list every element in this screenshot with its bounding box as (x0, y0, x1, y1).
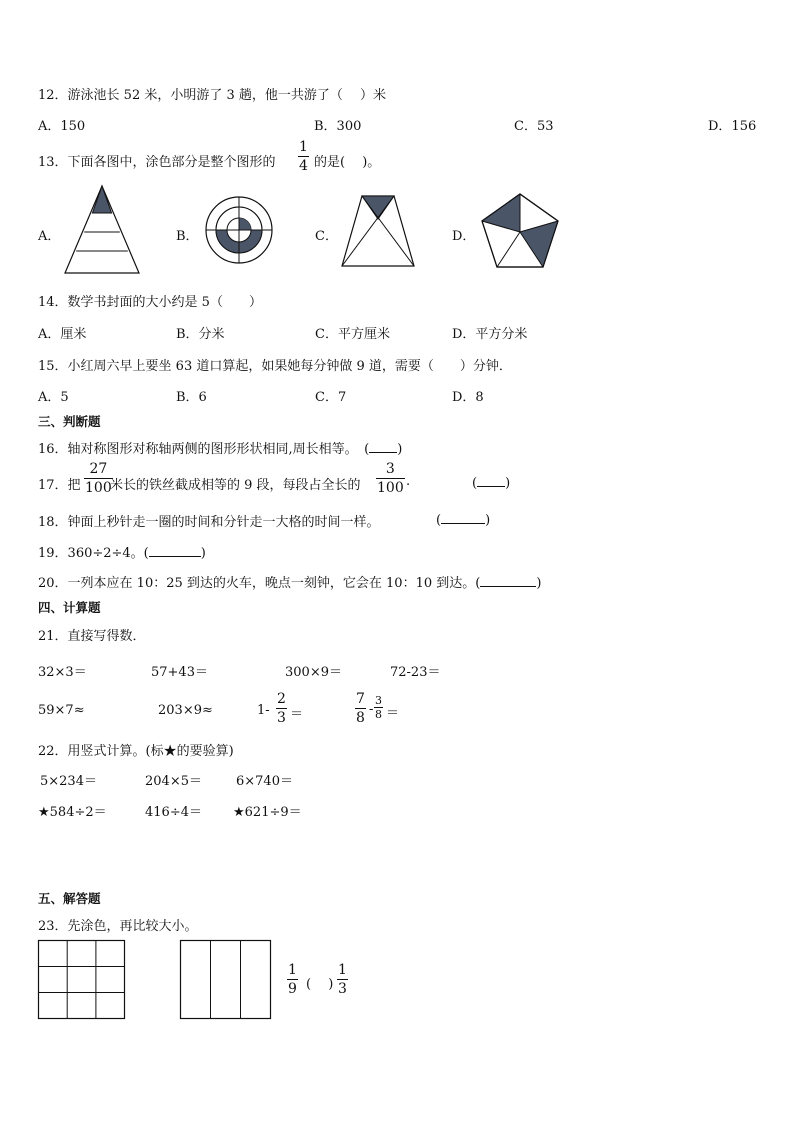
q13-figure-b-circles[interactable] (204, 195, 274, 265)
q16-row (38, 438, 402, 457)
q13-frac-denominator: 4 (299, 158, 308, 174)
q21-expr-5: 59×7≈ (38, 703, 85, 718)
q17-f2-denominator: 100 (377, 480, 404, 496)
q23-grid-thirds[interactable] (180, 940, 272, 1020)
q15-option-c[interactable]: C．7 (315, 390, 347, 405)
section-4-heading: 四、计算题 (38, 600, 101, 615)
q14-stem: 14．数学书封面的大小约是 5（ ） (38, 295, 262, 310)
section-5-heading: 五、解答题 (38, 891, 101, 906)
q23-f1-denominator: 9 (288, 981, 297, 997)
q17-close: ) (505, 476, 511, 491)
q20-answer-blank[interactable] (480, 574, 536, 587)
q18-close: ) (485, 513, 491, 528)
q21-expr-3: 300×9＝ (285, 665, 342, 680)
q14-option-d[interactable]: D．平方分米 (452, 327, 528, 342)
q17-fraction-2 (376, 462, 405, 495)
q19-close: ) (200, 546, 206, 561)
q22-expr-5: 416÷4＝ (145, 805, 202, 820)
q22-expr-1: 5×234＝ (40, 774, 97, 789)
q13-fraction (298, 140, 309, 173)
q21-expr-8-fraction-2 (374, 695, 383, 720)
q17-post: . (406, 474, 411, 489)
q21-e7-numerator: 2 (277, 691, 286, 707)
q13-label-d: D． (452, 229, 476, 244)
q23-fraction-2 (337, 963, 348, 996)
q21-expr-2: 57+43＝ (151, 665, 208, 680)
q17-f1-denominator: 100 (85, 480, 112, 496)
q13-label-a: A． (38, 229, 61, 244)
q18-text: 18．钟面上秒针走一圈的时间和分针走一大格的时间一样。 (38, 515, 380, 530)
q23-f2-denominator: 3 (338, 981, 347, 997)
q19-row (38, 542, 206, 561)
q16-close: ) (397, 442, 403, 457)
q21-expr-6: 203×9≈ (158, 703, 213, 718)
q22-expr-4: ★584÷2＝ (38, 805, 107, 820)
q13-frac-numerator: 1 (299, 139, 308, 155)
q23-fraction-1 (287, 963, 298, 996)
q21-expr-7-post: ＝ (290, 707, 304, 722)
q21-e8-numerator-2: 3 (375, 694, 382, 707)
q18-open: ( (436, 513, 442, 528)
q17-open: ( (472, 476, 478, 491)
q12-stem: 12．游泳池长 52 米，小明游了 3 趟，他一共游了（ ）米 (38, 88, 387, 103)
q14-option-a[interactable]: A．厘米 (38, 327, 87, 342)
q23-compare-blank[interactable]: ( ) (306, 977, 334, 992)
q13-figure-c-trapezoid[interactable] (340, 194, 416, 268)
q17-f2-numerator: 3 (385, 461, 395, 477)
q21-expr-4: 72-23＝ (390, 665, 441, 680)
q23-stem: 23．先涂色，再比较大小。 (38, 919, 198, 934)
q19-answer-blank[interactable] (149, 544, 201, 557)
q13-label-c: C． (315, 229, 338, 244)
q15-option-a[interactable]: A．5 (38, 390, 69, 405)
q17-answer-blank[interactable] (477, 474, 505, 487)
q22-expr-6: ★621÷9＝ (233, 805, 302, 820)
q12-option-b[interactable]: B．300 (314, 119, 362, 134)
q20-text: 20．一列本应在 10：25 到达的火车，晚点一刻钟，它会在 10：10 到达。( (38, 576, 481, 591)
q16-text: 16．轴对称图形对称轴两侧的图形形状相同,周长相等。 ( (38, 442, 370, 457)
q21-e7-denominator: 3 (277, 710, 286, 726)
q13-stem-before: 13．下面各图中，涂色部分是整个图形的 (38, 155, 276, 170)
section-3-heading: 三、判断题 (38, 414, 101, 429)
q21-expr-8-op: - (369, 702, 374, 717)
q17-answer (472, 474, 510, 491)
q21-expr-1: 32×3＝ (38, 665, 87, 680)
q13-figure-a-triangle[interactable] (64, 185, 140, 275)
q21-expr-7-fraction (276, 692, 287, 725)
q12-option-d[interactable]: D．156 (708, 119, 757, 134)
q18-answer-blank[interactable] (441, 511, 485, 524)
q17-pre: 17．把 (38, 478, 81, 493)
q21-expr-8-post: ＝ (386, 706, 400, 721)
q14-option-b[interactable]: B．分米 (176, 327, 225, 342)
q15-option-d[interactable]: D．8 (452, 390, 484, 405)
q21-e8-denominator-2: 8 (375, 708, 382, 721)
q17-fraction-1 (84, 462, 113, 495)
q13-stem-after: 的是( )。 (314, 155, 381, 170)
q18-answer (436, 511, 490, 528)
q21-expr-7-pre: 1- (257, 703, 270, 718)
q12-option-c[interactable]: C．53 (514, 119, 554, 134)
q13-label-b: B． (176, 229, 199, 244)
q22-expr-3: 6×740＝ (236, 774, 293, 789)
q14-option-c[interactable]: C．平方厘米 (315, 327, 390, 342)
q21-expr-8-fraction-1 (355, 692, 366, 725)
q22-stem: 22．用竖式计算。(标★的要验算) (38, 744, 234, 759)
q19-text: 19．360÷2÷4。( (38, 546, 149, 561)
q21-e8-denominator-1: 8 (356, 710, 365, 726)
q13-figure-d-pentagon[interactable] (480, 192, 560, 270)
q17-mid: 米长的铁丝截成相等的 9 段，每段占全长的 (110, 478, 361, 493)
q17-f1-numerator: 27 (89, 461, 108, 477)
q23-f1-numerator: 1 (288, 962, 297, 978)
q20-close: ) (536, 576, 542, 591)
q21-stem: 21．直接写得数． (38, 629, 146, 644)
q12-option-a[interactable]: A．150 (38, 119, 86, 134)
q21-e8-numerator-1: 7 (356, 691, 365, 707)
q20-row (38, 572, 541, 591)
q15-stem: 15．小红周六早上要坐 63 道口算起，如果她每分钟做 9 道，需要（ ）分钟． (38, 359, 512, 374)
q15-option-b[interactable]: B．6 (176, 390, 207, 405)
q23-grid-ninths[interactable] (38, 940, 126, 1020)
q23-f2-numerator: 1 (338, 962, 347, 978)
q16-answer-blank[interactable] (369, 440, 397, 453)
q22-expr-2: 204×5＝ (145, 774, 202, 789)
